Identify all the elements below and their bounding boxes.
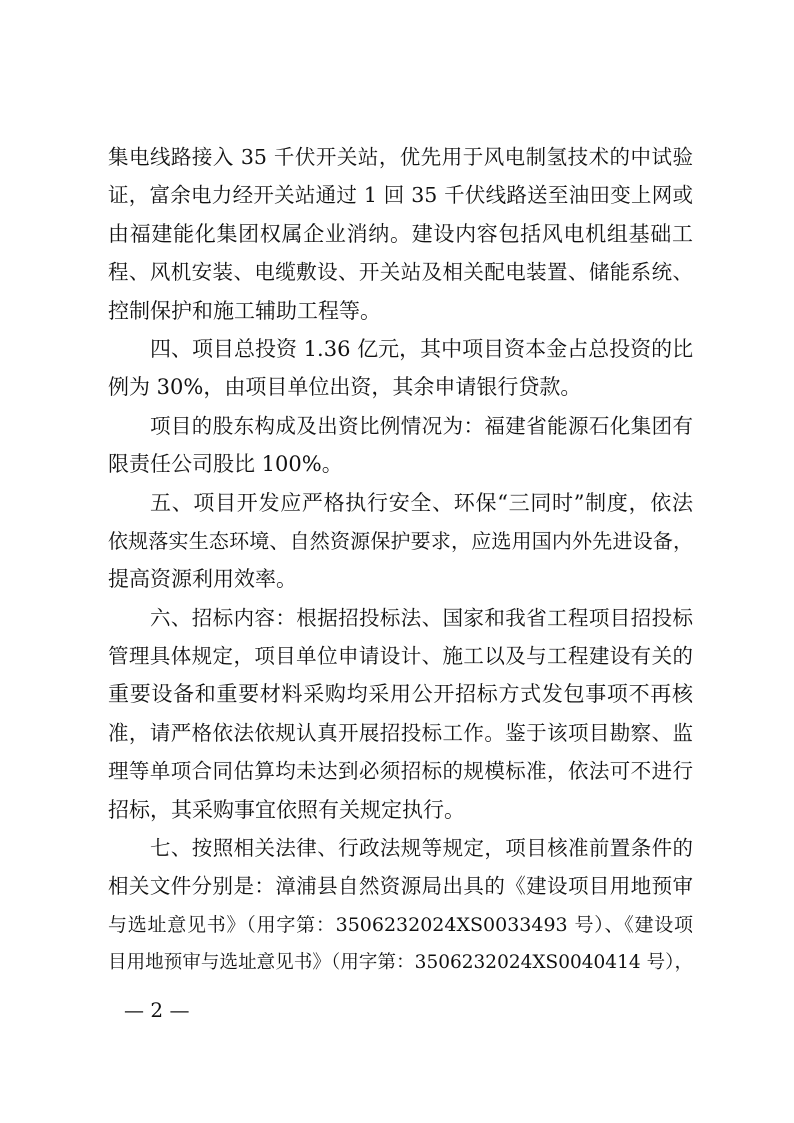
text-line: 例为 30%，由项目单位出资，其余申请银行贷款。 — [108, 375, 582, 400]
paragraph-five-start: 五、项目开发应严格执行安全、环保“三同时”制度，依法 — [150, 490, 693, 515]
text-line: 与选址意见书》（用字第：3506232024XS0033493 号）、《建设项 — [108, 913, 693, 936]
paragraph-four-start: 四、项目总投资 1.36 亿元，其中项目资本金占总投资的比 — [150, 336, 694, 361]
text-line: 重要设备和重要材料采购均采用公开招标方式发包事项不再核 — [108, 682, 693, 707]
text-line: 相关文件分别是：漳浦县自然资源局出具的《建设项目用地预审 — [108, 874, 693, 899]
text-line: 目用地预审与选址意见书》（用字第：3506232024XS0040414 号）， — [108, 952, 693, 974]
text-line: 集电线路接入 35 千伏开关站，优先用于风电制氢技术的中试验 — [108, 145, 693, 169]
text-line: 招标，其采购事宜依照有关规定执行。 — [108, 797, 465, 822]
text-line: 依规落实生态环境、自然资源保护要求，应选用国内外先进设备， — [108, 528, 693, 553]
text-line: 提高资源利用效率。 — [108, 567, 297, 592]
text-line: 程、风机安装、电缆敷设、开关站及相关配电装置、储能系统、 — [108, 260, 693, 285]
text-line: 证，富余电力经开关站通过 1 回 35 千伏线路送至油田变上网或 — [108, 183, 693, 208]
text-line: 管理具体规定，项目单位申请设计、施工以及与工程建设有关的 — [108, 644, 693, 669]
text-line: 控制保护和施工辅助工程等。 — [108, 298, 381, 323]
text-line: 由福建能化集团权属企业消纳。建设内容包括风电机组基础工 — [108, 221, 693, 246]
shareholder-paragraph-start: 项目的股东构成及出资比例情况为：福建省能源石化集团有 — [150, 413, 693, 438]
paragraph-seven-start: 七、按照相关法律、行政法规等规定，项目核准前置条件的 — [150, 836, 693, 861]
paragraph-six-start: 六、招标内容：根据招投标法、国家和我省工程项目招投标 — [150, 605, 693, 630]
body-text — [108, 138, 693, 983]
page-number: — 2 — — [124, 998, 190, 1022]
text-line: 理等单项合同估算均未达到必须招标的规模标准，依法可不进行 — [108, 759, 693, 784]
text-line: 准，请严格依法依规认真开展招投标工作。鉴于该项目勘察、监 — [108, 720, 693, 745]
text-line: 限责任公司股比 100%。 — [108, 452, 343, 477]
